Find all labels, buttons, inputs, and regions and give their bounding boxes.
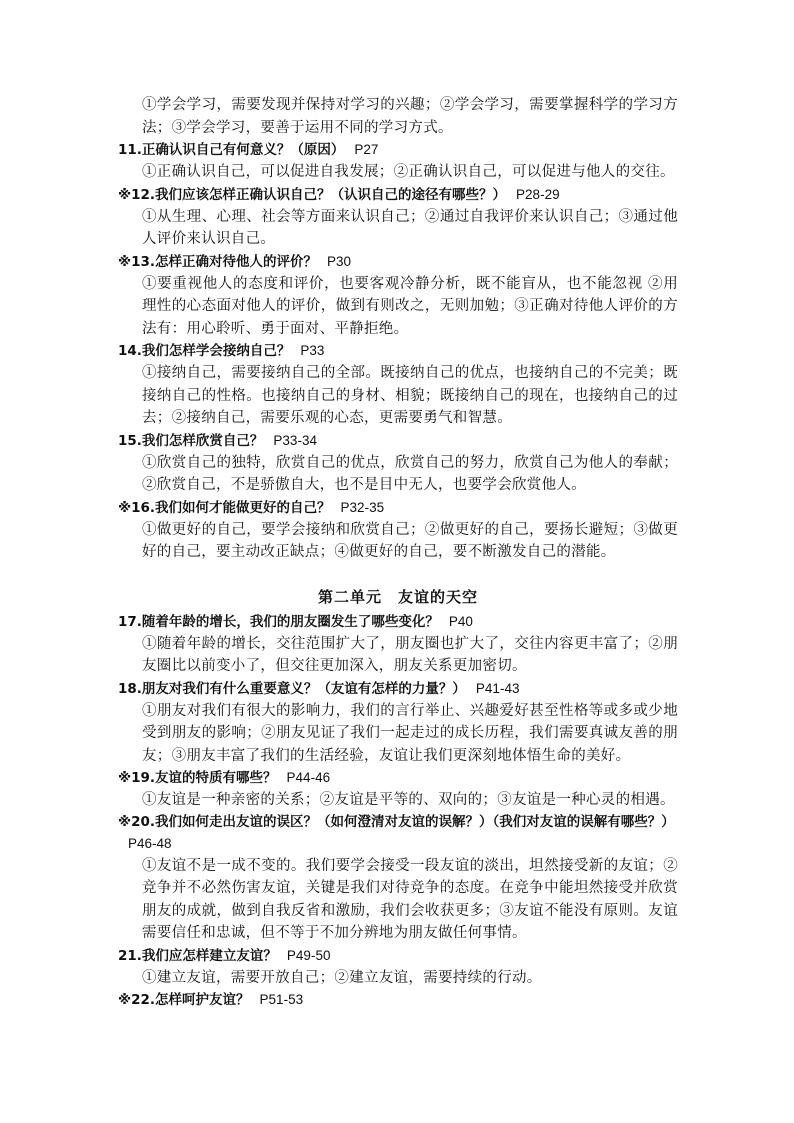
page-reference: P44-46 — [286, 770, 331, 785]
answer-text: ①朋友对我们有很大的影响力，我们的言行举止、兴趣爱好甚至性格等或多或少地受到朋友的影响；②朋友见证了我们一起走过的成长历程，我们需要真诚友善的朋友；③朋友丰富了我们的生活经验，友谊让我们更深刻地体悟生命的美好。 — [142, 702, 678, 764]
answer-text: ①友谊不是一成不变的。我们要学会接受一段友谊的淡出，坦然接受新的友谊；②竞争并不必然伤害友谊，关键是我们对待竞争的态度。在竞争中能坦然接受并欣赏朋友的成就，做到自我反省和激励，我们会收获更多；③友谊不能没有原则。友谊需要信任和忠诚，但不等于不加分辨地为朋友做任何事情。 — [142, 857, 678, 941]
answer-text: ①做更好的自己，要学会接纳和欣赏自己；②做更好的自己，要扬长避短；③做更好的自己，要主动改正缺点；④做更好的自己，要不断激发自己的潜能。 — [142, 521, 678, 560]
question-heading — [118, 611, 678, 633]
question-number: ※20. — [118, 813, 156, 830]
question-heading — [118, 767, 678, 789]
question-heading — [118, 139, 678, 161]
unit-title: 第二单元 友谊的天空 — [317, 587, 478, 606]
section-q15 — [118, 430, 678, 497]
page-reference: P27 — [354, 142, 379, 157]
intro-answer: ①学会学习，需要发现并保持对学习的兴趣；②学会学习，需要掌握科学的学习方法；③学会学习，要善于运用不同的学习方式。 — [142, 97, 678, 136]
question-title: 随着年龄的增长，我们的朋友圈发生了哪些变化？ — [141, 613, 439, 630]
answer-text: ①从生理、心理、社会等方面来认识自己；②通过自我评价来认识自己；③通过他人评价来认识自己。 — [142, 208, 678, 247]
question-title: 正确认识自己有何意义？（原因） — [141, 142, 345, 158]
question-number: ※16. — [118, 499, 156, 516]
section-q18 — [118, 678, 678, 768]
page-reference: P46-48 — [128, 835, 172, 851]
question-title: 友谊的特质有哪些？ — [155, 770, 277, 786]
answer-text: ①正确认识自己，可以促进自我发展；②正确认识自己，可以促进与他人的交往。 — [142, 164, 675, 180]
page-reference: P40 — [448, 613, 473, 629]
section-q12 — [118, 184, 678, 251]
question-heading — [118, 497, 678, 519]
section-q14 — [118, 340, 678, 430]
section-q20 — [118, 812, 678, 945]
question-title: 我们怎样学会接纳自己？ — [141, 343, 291, 359]
question-heading — [118, 678, 678, 700]
question-title: 我们如何走出友谊的误区？（如何澄清对友谊的误解？）（我们对友谊的误解有哪些？） — [155, 813, 675, 830]
page-reference: P51-53 — [259, 992, 304, 1007]
page-reference: P30 — [327, 253, 352, 269]
section-q21 — [118, 945, 678, 990]
question-title: 我们怎样欣赏自己？ — [141, 432, 264, 449]
answer-text: ①建立友谊，需要开放自己；②建立友谊，需要持续的行动。 — [142, 969, 542, 986]
page-reference: P28-29 — [516, 186, 560, 202]
question-number: 14. — [118, 343, 142, 359]
question-number: ※12. — [118, 186, 156, 203]
section-q13 — [118, 251, 678, 341]
page-reference: P41-43 — [475, 680, 520, 696]
answer-text: ①随着年龄的增长，交往范围扩大了，朋友圈也扩大了，交往内容更丰富了；②朋友圈比以前变小了，但交往更加深入，朋友关系更加密切。 — [142, 635, 678, 674]
question-number: ※19. — [118, 770, 156, 786]
answer-text: ①欣赏自己的独特，欣赏自己的优点，欣赏自己的努力，欣赏自己为他人的奉献；②欣赏自己，不是骄傲自大，也不是目中无人，也要学会欣赏他人。 — [142, 454, 678, 493]
question-title: 怎样正确对待他人的评价？ — [155, 253, 318, 270]
question-title: 怎样呵护友谊？ — [155, 992, 250, 1008]
section-q11 — [118, 139, 678, 184]
question-number: 15. — [118, 432, 142, 449]
question-heading — [118, 812, 678, 855]
question-title: 我们应该怎样正确认识自己？（认识自己的途径有哪些？） — [155, 186, 507, 203]
page-reference: P49-50 — [286, 947, 331, 963]
answer-text: ①接纳自己，需要接纳自己的全部。既接纳自己的优点，也接纳自己的不完美；既接纳自己的性格。也接纳自己的身材、相貌；既接纳自己的现在，也接纳自己的过去；②接纳自己，需要乐观的心态，更需要勇气和智慧。 — [142, 365, 678, 426]
question-number: ※13. — [118, 253, 156, 270]
question-number: 18. — [118, 680, 142, 697]
question-title: 我们应怎样建立友谊？ — [141, 947, 277, 964]
answer-text: ①要重视他人的态度和评价，也要客观冷静分析，既不能盲从，也不能忽视 ②用理性的心态面对他人的评价，做到有则改之，无则加勉；③正确对待他人评价的方法有：用心聆听、勇于面对、平静拒绝。 — [142, 275, 678, 337]
question-number: 21. — [118, 947, 142, 964]
document-content — [118, 94, 678, 1011]
section-q19 — [118, 767, 678, 812]
question-heading — [118, 945, 678, 967]
page-reference: P33-34 — [273, 432, 317, 448]
answer-text: ①友谊是一种亲密的关系；②友谊是平等的、双向的；③友谊是一种心灵的相遇。 — [142, 792, 675, 808]
question-heading — [118, 989, 678, 1011]
question-number: 11. — [118, 142, 142, 158]
question-number: ※22. — [118, 992, 156, 1008]
question-heading — [118, 184, 678, 206]
section-q16 — [118, 497, 678, 564]
question-heading — [118, 430, 678, 452]
question-title: 我们如何才能做更好的自己？ — [155, 499, 331, 516]
page-reference: P32-35 — [340, 499, 385, 515]
question-number: 17. — [118, 613, 142, 630]
question-heading — [118, 251, 678, 273]
question-title: 朋友对我们有什么重要意义？（友谊有怎样的力量？） — [141, 680, 466, 697]
section-q22 — [118, 989, 678, 1011]
section-q17 — [118, 611, 678, 678]
question-heading — [118, 340, 678, 362]
page-reference: P33 — [300, 343, 325, 358]
